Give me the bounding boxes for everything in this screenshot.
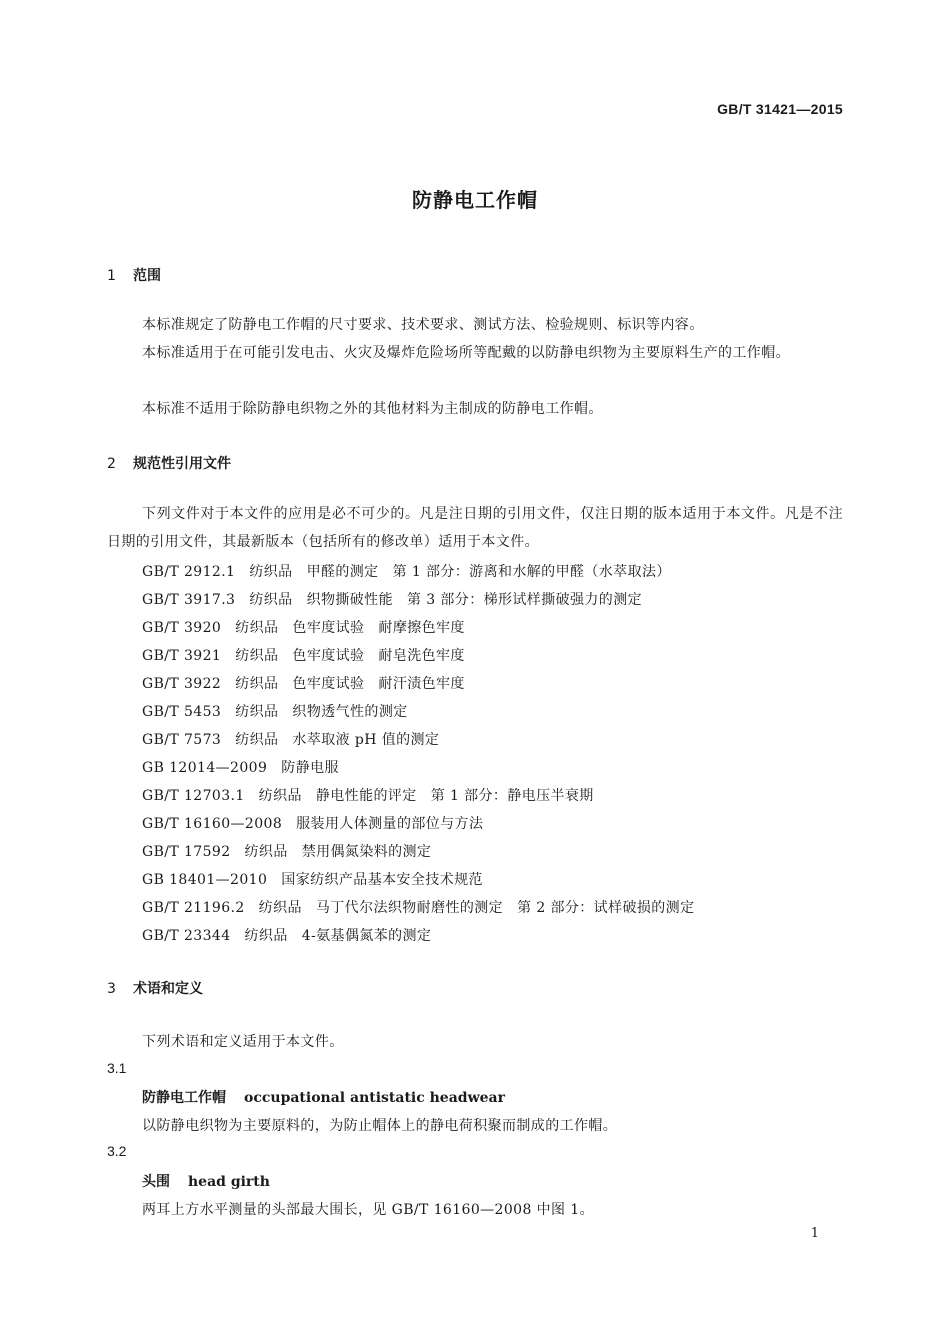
reference-title-part: 色牢度试验 [292, 676, 365, 692]
reference-item [142, 897, 695, 917]
reference-title-part: 4-氨基偶氮苯的测定 [301, 928, 432, 944]
reference-title-part: 第 3 部分：梯形试样撕破强力的测定 [406, 592, 642, 608]
section-3-intro: 下列术语和定义适用于本文件。 [142, 1034, 344, 1050]
reference-code: GB/T 21196.2 [142, 900, 245, 916]
term-entry [142, 1171, 270, 1191]
reference-title-part: 甲醛的测定 [306, 564, 379, 580]
reference-title-part: 纺织品 [235, 676, 279, 692]
reference-title-part: 国家纺织产品基本安全技术规范 [281, 872, 483, 888]
reference-title-part: 纺织品 [258, 900, 302, 916]
reference-code: GB/T 17592 [142, 844, 231, 860]
term-english: head girth [188, 1174, 270, 1190]
reference-item [142, 925, 431, 945]
reference-title-part: 织物撕破性能 [306, 592, 393, 608]
section-title: 范围 [133, 268, 161, 284]
reference-title-part: 色牢度试验 [292, 648, 365, 664]
reference-code: GB/T 12703.1 [142, 788, 245, 804]
section-2-intro: 下列文件对于本文件的应用是必不可少的。凡是注日期的引用文件，仅注日期的版本适用于本文件。凡是不注日期的引用文件，其最新版本（包括所有的修改单）适用于本文件。 [107, 506, 843, 550]
reference-item [142, 561, 671, 581]
reference-title-part: 服装用人体测量的部位与方法 [296, 816, 484, 832]
term-definition: 两耳上方水平测量的头部最大围长，见 GB/T 16160—2008 中图 1。 [142, 1202, 594, 1218]
reference-title-part: 纺织品 [235, 732, 279, 748]
reference-item [142, 841, 431, 861]
term-chinese: 头围 [142, 1174, 170, 1190]
reference-title-part: 纺织品 [258, 788, 302, 804]
reference-code: GB/T 7573 [142, 732, 222, 748]
term-chinese: 防静电工作帽 [142, 1090, 226, 1106]
reference-item [142, 701, 408, 721]
section-2-heading [107, 453, 231, 473]
term-entry [142, 1087, 505, 1107]
reference-code: GB 12014—2009 [142, 760, 268, 776]
reference-title-part: 耐汗渍色牢度 [378, 676, 465, 692]
page-number: 1 [810, 1226, 819, 1241]
term-definition: 以防静电织物为主要原料的，为防止帽体上的静电荷积聚而制成的工作帽。 [142, 1118, 618, 1134]
section-number: 2 [107, 456, 116, 472]
reference-title-part: 耐摩擦色牢度 [378, 620, 465, 636]
term-number: 3.1 [107, 1060, 127, 1076]
section-1-heading [107, 265, 161, 285]
reference-code: GB/T 23344 [142, 928, 231, 944]
reference-item [142, 617, 465, 637]
reference-title-part: 织物透气性的测定 [292, 704, 408, 720]
reference-item [142, 645, 465, 665]
section-title: 术语和定义 [133, 981, 203, 997]
reference-title-part: 第 1 部分：静电压半衰期 [430, 788, 594, 804]
reference-code: GB/T 16160—2008 [142, 816, 283, 832]
section-1-paragraph-1: 本标准规定了防静电工作帽的尺寸要求、技术要求、测试方法、检验规则、标识等内容。 [142, 317, 704, 333]
document-title: 防静电工作帽 [412, 188, 538, 212]
reference-title-part: 纺织品 [244, 844, 288, 860]
reference-title-part: 纺织品 [244, 928, 288, 944]
reference-item [142, 589, 642, 609]
reference-title-part: 防静电服 [281, 760, 339, 776]
reference-title-part: 纺织品 [249, 564, 293, 580]
reference-title-part: 第 2 部分：试样破损的测定 [517, 900, 695, 916]
section-title: 规范性引用文件 [133, 456, 231, 472]
term-number: 3.2 [107, 1143, 127, 1159]
term-english: occupational antistatic headwear [244, 1090, 505, 1106]
reference-item [142, 757, 339, 777]
section-1-paragraph-3: 本标准不适用于除防静电织物之外的其他材料为主制成的防静电工作帽。 [142, 401, 603, 417]
reference-item [142, 729, 439, 749]
reference-code: GB 18401—2010 [142, 872, 268, 888]
reference-item [142, 673, 465, 693]
reference-title-part: 静电性能的评定 [315, 788, 417, 804]
reference-title-part: 第 1 部分：游离和水解的甲醛（水萃取法） [392, 564, 671, 580]
reference-item [142, 785, 594, 805]
reference-title-part: 耐皂洗色牢度 [378, 648, 465, 664]
reference-code: GB/T 3921 [142, 648, 222, 664]
reference-code: GB/T 3922 [142, 676, 222, 692]
reference-title-part: 纺织品 [235, 704, 279, 720]
section-number: 3 [107, 981, 116, 997]
reference-item [142, 813, 483, 833]
standard-code: GB/T 31421—2015 [717, 101, 843, 117]
reference-title-part: 色牢度试验 [292, 620, 365, 636]
section-3-heading [107, 978, 203, 998]
reference-title-part: 纺织品 [249, 592, 293, 608]
reference-title-part: 水萃取液 pH 值的测定 [292, 732, 440, 748]
reference-code: GB/T 3920 [142, 620, 222, 636]
section-number: 1 [107, 268, 116, 284]
reference-title-part: 禁用偶氮染料的测定 [301, 844, 432, 860]
reference-title-part: 马丁代尔法织物耐磨性的测定 [315, 900, 504, 916]
reference-item [142, 869, 483, 889]
reference-title-part: 纺织品 [235, 620, 279, 636]
section-1-paragraph-2: 本标准适用于在可能引发电击、火灾及爆炸危险场所等配戴的以防静电织物为主要原料生产的工作帽。 [142, 345, 790, 361]
reference-code: GB/T 5453 [142, 704, 222, 720]
reference-code: GB/T 2912.1 [142, 564, 236, 580]
reference-title-part: 纺织品 [235, 648, 279, 664]
reference-code: GB/T 3917.3 [142, 592, 236, 608]
